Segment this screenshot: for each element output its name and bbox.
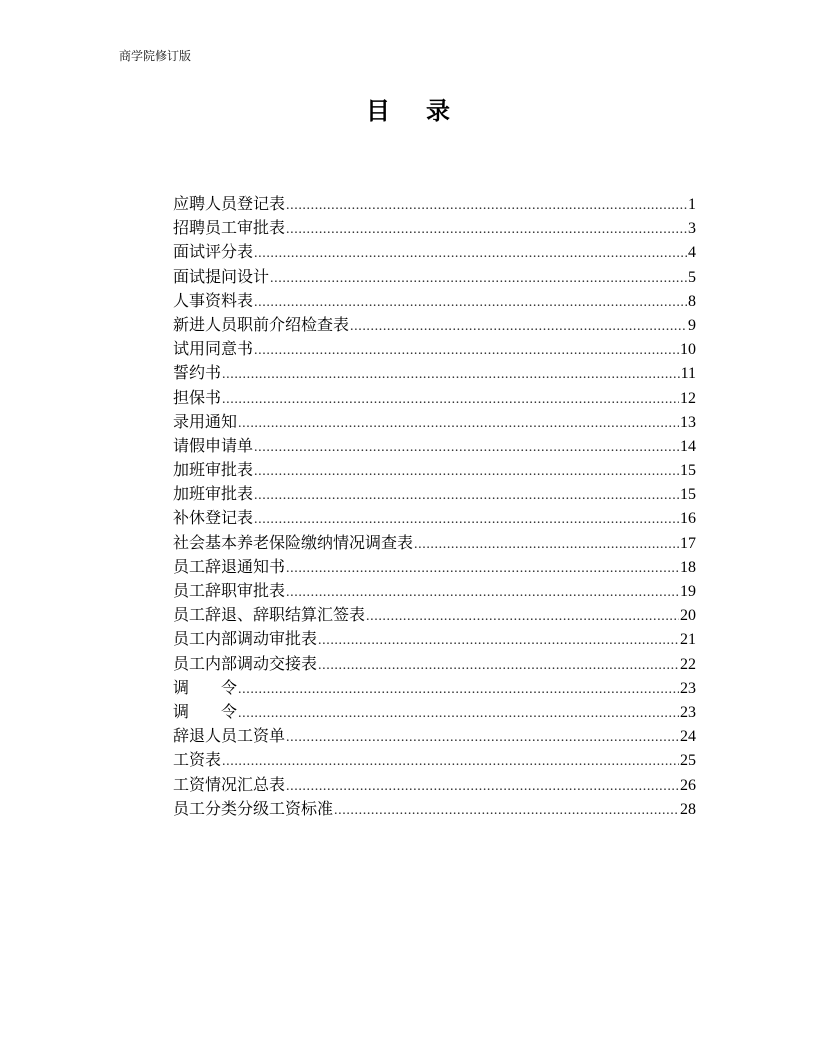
toc-entry[interactable] (173, 289, 696, 313)
title-char-right: 录 (426, 96, 450, 125)
toc-entry[interactable] (173, 506, 696, 530)
toc-entry-page: 18 (680, 558, 696, 576)
toc-entry-label: 社会基本养老保险缴纳情况调查表 (173, 532, 414, 552)
toc-entry-label: 面试评分表 (173, 242, 254, 262)
toc-entry-page: 17 (680, 534, 696, 552)
toc-entry[interactable] (173, 361, 696, 385)
toc-entry-label: 员工辞职审批表 (173, 581, 286, 600)
toc-entry[interactable] (173, 579, 696, 603)
toc-entry-label: 员工辞退、辞职结算汇签表 (173, 605, 366, 625)
dot-leader (414, 533, 679, 557)
dot-leader (238, 412, 679, 436)
toc-entry-label: 员工内部调动审批表 (173, 629, 318, 649)
toc-entry-page: 11 (680, 365, 696, 383)
dot-leader (238, 678, 679, 702)
dot-leader (286, 194, 687, 218)
dot-leader (222, 388, 679, 412)
toc-entry[interactable] (173, 531, 696, 555)
dot-leader (334, 799, 679, 823)
dot-leader (238, 702, 679, 726)
toc-entry-label: 新进人员职前介绍检查表 (173, 314, 350, 334)
toc-entry[interactable] (173, 265, 696, 289)
toc-entry[interactable] (173, 337, 696, 361)
toc-entry-label: 请假申请单 (173, 435, 254, 455)
toc-entry-page: 15 (680, 462, 696, 480)
toc-entry-label: 员工辞退通知书 (173, 556, 286, 576)
dot-leader (254, 460, 679, 484)
toc-entry[interactable] (173, 773, 696, 797)
toc-entry-page: 20 (680, 607, 696, 625)
toc-entry-page: 23 (680, 679, 696, 697)
toc-entry[interactable] (173, 482, 696, 506)
dot-leader (254, 242, 687, 266)
toc-entry-page: 12 (680, 389, 696, 407)
toc-entry-page: 9 (688, 316, 696, 334)
dot-leader (222, 750, 679, 774)
toc-entry-page: 3 (688, 220, 696, 238)
toc-entry-page: 22 (680, 655, 696, 673)
dot-leader (254, 291, 687, 315)
toc-entry[interactable] (173, 700, 696, 724)
toc-entry[interactable] (173, 313, 696, 337)
toc-entry-label: 加班审批表 (173, 484, 254, 504)
title-char-left: 目 (366, 96, 390, 125)
toc-entry-page: 13 (680, 413, 696, 431)
dot-leader (318, 629, 679, 653)
dot-leader (286, 775, 679, 799)
toc-entry-label: 调 令 (173, 677, 238, 697)
toc-entry[interactable] (173, 216, 696, 240)
toc-entry-label: 补休登记表 (173, 508, 254, 528)
dot-leader (254, 508, 679, 532)
dot-leader (254, 484, 679, 508)
toc-entry-page: 15 (680, 486, 696, 504)
toc-entry-page: 16 (680, 510, 696, 528)
dot-leader (286, 581, 679, 605)
toc-entry-page: 8 (688, 292, 696, 310)
dot-leader (286, 218, 687, 242)
table-of-contents (173, 192, 696, 821)
toc-entry-page: 26 (680, 776, 696, 794)
toc-entry-label: 工资情况汇总表 (173, 774, 286, 794)
toc-entry[interactable] (173, 434, 696, 458)
toc-entry[interactable] (173, 797, 696, 821)
toc-entry[interactable] (173, 652, 696, 676)
dot-leader (270, 267, 687, 291)
toc-entry-label: 试用同意书 (173, 339, 254, 359)
dot-leader (318, 654, 679, 678)
toc-entry-label: 人事资料表 (173, 290, 254, 310)
toc-entry[interactable] (173, 192, 696, 216)
toc-entry-page: 1 (688, 196, 696, 213)
toc-entry[interactable] (173, 555, 696, 579)
toc-entry-page: 25 (680, 752, 696, 770)
dot-leader (350, 315, 687, 339)
toc-entry-page: 14 (680, 437, 696, 455)
toc-entry[interactable] (173, 240, 696, 264)
toc-entry-page: 10 (680, 341, 696, 359)
dot-leader (254, 339, 679, 363)
dot-leader (366, 605, 679, 629)
toc-entry-label: 员工分类分级工资标准 (173, 798, 334, 818)
toc-entry[interactable] (173, 458, 696, 482)
toc-entry[interactable] (173, 410, 696, 434)
toc-entry[interactable] (173, 676, 696, 700)
toc-entry[interactable] (173, 748, 696, 772)
dot-leader (254, 436, 679, 460)
toc-entry-page: 24 (680, 728, 696, 746)
toc-entry-label: 誓约书 (173, 363, 222, 383)
page-header: 商学院修订版 (119, 49, 192, 63)
toc-entry-label: 应聘人员登记表 (173, 194, 286, 213)
toc-entry[interactable] (173, 627, 696, 651)
toc-entry[interactable] (173, 386, 696, 410)
toc-entry-page: 23 (680, 703, 696, 721)
toc-entry-page: 21 (680, 631, 696, 649)
toc-entry-page: 5 (688, 268, 696, 286)
toc-entry-page: 4 (688, 244, 696, 262)
toc-entry-label: 招聘员工审批表 (173, 218, 286, 238)
dot-leader (286, 557, 679, 581)
dot-leader (286, 726, 679, 750)
toc-entry-label: 录用通知 (173, 411, 238, 431)
toc-entry-label: 担保书 (173, 387, 222, 407)
toc-entry-label: 面试提问设计 (173, 266, 270, 286)
toc-entry-page: 19 (680, 583, 696, 600)
toc-entry[interactable] (173, 603, 696, 627)
dot-leader (222, 363, 680, 387)
toc-entry-label: 加班审批表 (173, 460, 254, 480)
toc-entry[interactable] (173, 724, 696, 748)
toc-entry-label: 工资表 (173, 750, 222, 770)
toc-entry-label: 辞退人员工资单 (173, 726, 286, 746)
toc-entry-label: 员工内部调动交接表 (173, 653, 318, 673)
page-title (0, 94, 816, 128)
toc-entry-page: 28 (680, 800, 696, 818)
toc-entry-label: 调 令 (173, 701, 238, 721)
